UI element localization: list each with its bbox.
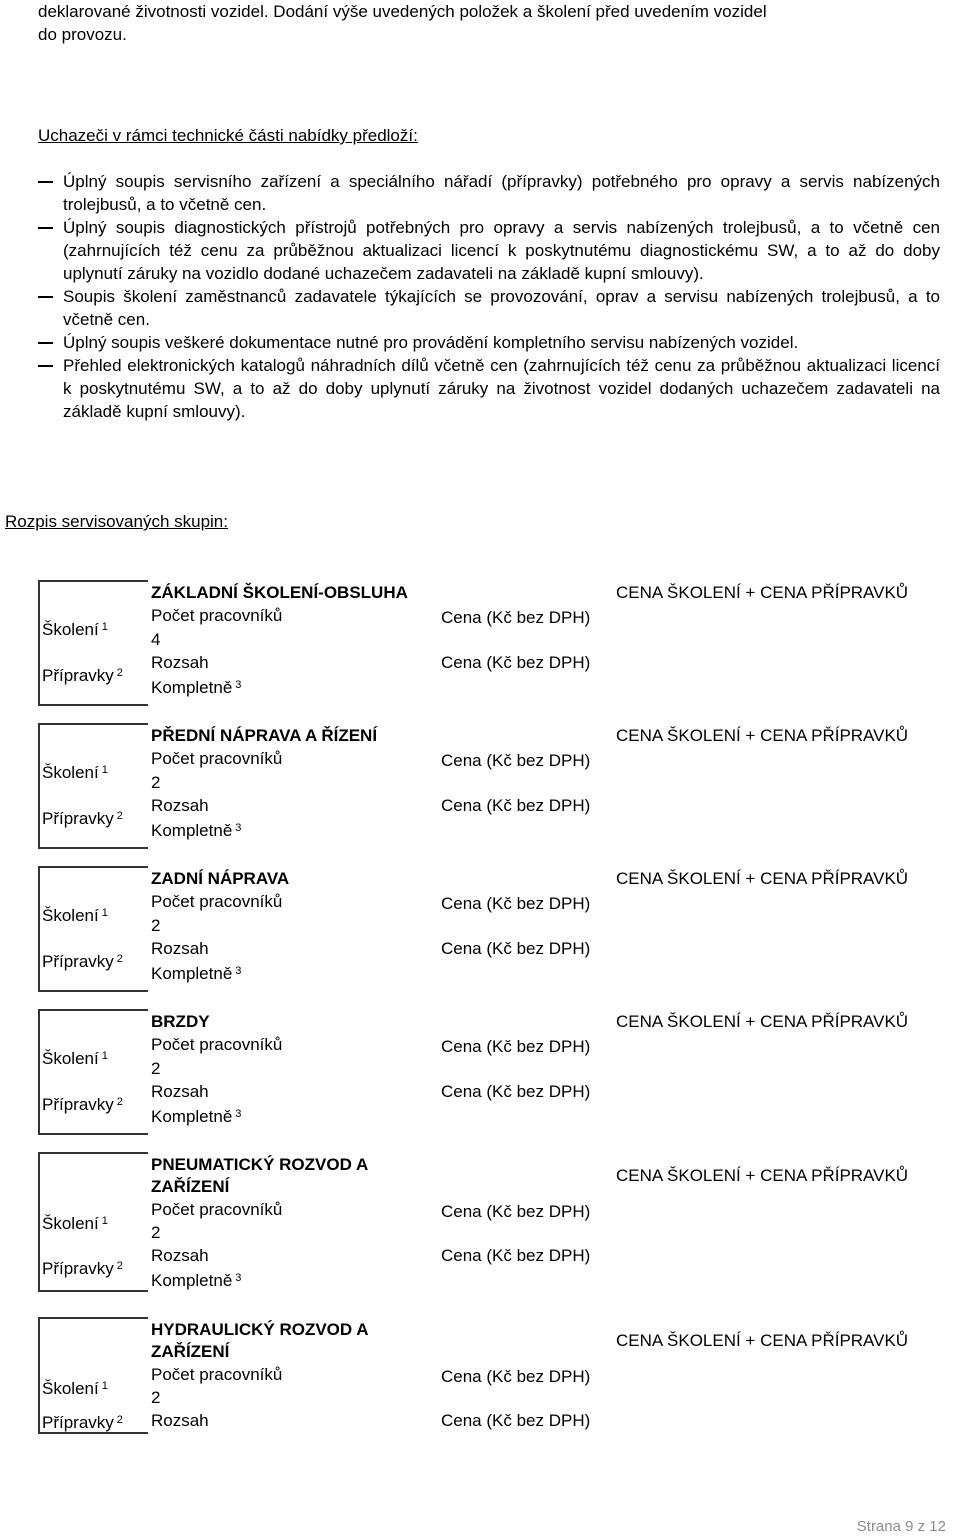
offer-bullet-list xyxy=(38,170,940,423)
skoleni-label: Školení $^1$ xyxy=(42,906,108,925)
scope-label: Rozsah xyxy=(151,1082,209,1101)
cena-header: CENA ŠKOLENÍ + CENA PŘÍPRAVKŮ xyxy=(616,726,909,745)
complete-label: Kompletně $^3$ xyxy=(151,1107,242,1126)
workers-value: 2 xyxy=(151,773,161,792)
pripravky-label: Přípravky $^2$ xyxy=(42,1259,123,1278)
skoleni-label: Školení $^1$ xyxy=(42,1214,108,1233)
scope-label: Rozsah xyxy=(151,653,209,672)
workers-label: Počet pracovníků xyxy=(151,1035,283,1054)
price-label: Cena (Kč bez DPH) xyxy=(441,1037,591,1056)
group-block xyxy=(38,723,940,849)
bullet-item: Soupis školení zaměstnanců zadavatele týkajících se provozování, oprav a servisu nabízených trolejbusů, a to včetně cen. xyxy=(38,285,940,331)
cena-header: CENA ŠKOLENÍ + CENA PŘÍPRAVKŮ xyxy=(616,1012,909,1031)
page-number: Strana 9 z 12 xyxy=(856,1518,946,1535)
price-label: Cena (Kč bez DPH) xyxy=(441,1202,591,1221)
cena-header: CENA ŠKOLENÍ + CENA PŘÍPRAVKŮ xyxy=(616,1331,909,1350)
price-label: Cena (Kč bez DPH) xyxy=(441,894,591,913)
offer-heading: Uchazeči v rámci technické části nabídky předloží: xyxy=(38,126,418,145)
scope-label: Rozsah xyxy=(151,1411,209,1430)
group-title: ZAŘÍZENÍ xyxy=(151,1177,230,1196)
complete-label: Kompletně $^3$ xyxy=(151,964,242,983)
scope-label: Rozsah xyxy=(151,939,209,958)
price-label: Cena (Kč bez DPH) xyxy=(441,1367,591,1386)
workers-value: 2 xyxy=(151,916,161,935)
bullet-item: Úplný soupis servisního zařízení a speciálního nářadí (přípravky) potřebného pro opravy a servis nabízených trolejbusů, a to včetně cen. xyxy=(38,170,940,216)
price-label: Cena (Kč bez DPH) xyxy=(441,1246,591,1265)
group-title: ZÁKLADNÍ ŠKOLENÍ-OBSLUHA xyxy=(151,583,408,602)
price-label: Cena (Kč bez DPH) xyxy=(441,939,591,958)
skoleni-label: Školení $^1$ xyxy=(42,620,108,639)
price-label: Cena (Kč bez DPH) xyxy=(441,796,591,815)
workers-label: Počet pracovníků xyxy=(151,892,283,911)
bullet-item: Úplný soupis diagnostických přístrojů potřebných pro opravy a servis nabízených trolejbusů, a to včetně cen (zahrnujících též cenu za průběžnou aktualizaci licencí k poskytnutému diagnostickému SW, a to až do doby uplynutí záruky na vozidlo dodané uchazečem zadavateli na základě kupní smlouvy). xyxy=(38,216,940,285)
skoleni-label: Školení $^1$ xyxy=(42,1379,108,1398)
workers-value: 2 xyxy=(151,1388,161,1407)
cena-header: CENA ŠKOLENÍ + CENA PŘÍPRAVKŮ xyxy=(616,583,909,602)
pripravky-label: Přípravky $^2$ xyxy=(42,952,123,971)
cena-header: CENA ŠKOLENÍ + CENA PŘÍPRAVKŮ xyxy=(616,1166,909,1185)
skoleni-label: Školení $^1$ xyxy=(42,763,108,782)
group-title: ZAŘÍZENÍ xyxy=(151,1342,230,1361)
group-title: ZADNÍ NÁPRAVA xyxy=(151,869,290,888)
pripravky-label: Přípravky $^2$ xyxy=(42,1413,123,1432)
complete-label: Kompletně $^3$ xyxy=(151,821,242,840)
price-label: Cena (Kč bez DPH) xyxy=(441,608,591,627)
group-title: PŘEDNÍ NÁPRAVA A ŘÍZENÍ xyxy=(151,726,378,745)
complete-label: Kompletně $^3$ xyxy=(151,1271,242,1290)
bullet-item: Úplný soupis veškeré dokumentace nutné pro provádění kompletního servisu nabízených vozidel. xyxy=(38,331,940,354)
price-label: Cena (Kč bez DPH) xyxy=(441,653,591,672)
groups-heading: Rozpis servisovaných skupin: xyxy=(5,512,228,531)
price-label: Cena (Kč bez DPH) xyxy=(441,1411,591,1430)
scope-label: Rozsah xyxy=(151,796,209,815)
pripravky-label: Přípravky $^2$ xyxy=(42,666,123,685)
group-block xyxy=(38,1152,940,1292)
workers-label: Počet pracovníků xyxy=(151,1365,283,1384)
workers-value: 2 xyxy=(151,1059,161,1078)
group-block xyxy=(38,1009,940,1135)
group-title: BRZDY xyxy=(151,1012,210,1031)
price-label: Cena (Kč bez DPH) xyxy=(441,751,591,770)
cena-header: CENA ŠKOLENÍ + CENA PŘÍPRAVKŮ xyxy=(616,869,909,888)
scope-label: Rozsah xyxy=(151,1246,209,1265)
pripravky-label: Přípravky $^2$ xyxy=(42,809,123,828)
workers-label: Počet pracovníků xyxy=(151,1200,283,1219)
bullet-item: Přehled elektronických katalogů náhradních dílů včetně cen (zahrnujících též cenu za průběžnou aktualizaci licencí k poskytnutému SW, a to až do doby uplynutí záruky na životnost vozidel dodaných uchazečem zadavateli na základě kupní smlouvy). xyxy=(38,354,940,423)
workers-label: Počet pracovníků xyxy=(151,749,283,768)
intro-line-1: deklarované životnosti vozidel. Dodání výše uvedených položek a školení před uvedením vozidel xyxy=(38,2,767,21)
pripravky-label: Přípravky $^2$ xyxy=(42,1095,123,1114)
intro-line-2: do provozu. xyxy=(38,25,127,44)
group-title: HYDRAULICKÝ ROZVOD A xyxy=(151,1320,369,1339)
workers-value: 4 xyxy=(151,630,161,649)
price-label: Cena (Kč bez DPH) xyxy=(441,1082,591,1101)
group-block xyxy=(38,580,940,706)
workers-value: 2 xyxy=(151,1223,161,1242)
group-title: PNEUMATICKÝ ROZVOD A xyxy=(151,1155,369,1174)
complete-label: Kompletně $^3$ xyxy=(151,678,242,697)
group-block xyxy=(38,866,940,992)
skoleni-label: Školení $^1$ xyxy=(42,1049,108,1068)
workers-label: Počet pracovníků xyxy=(151,606,283,625)
group-block xyxy=(38,1317,940,1434)
